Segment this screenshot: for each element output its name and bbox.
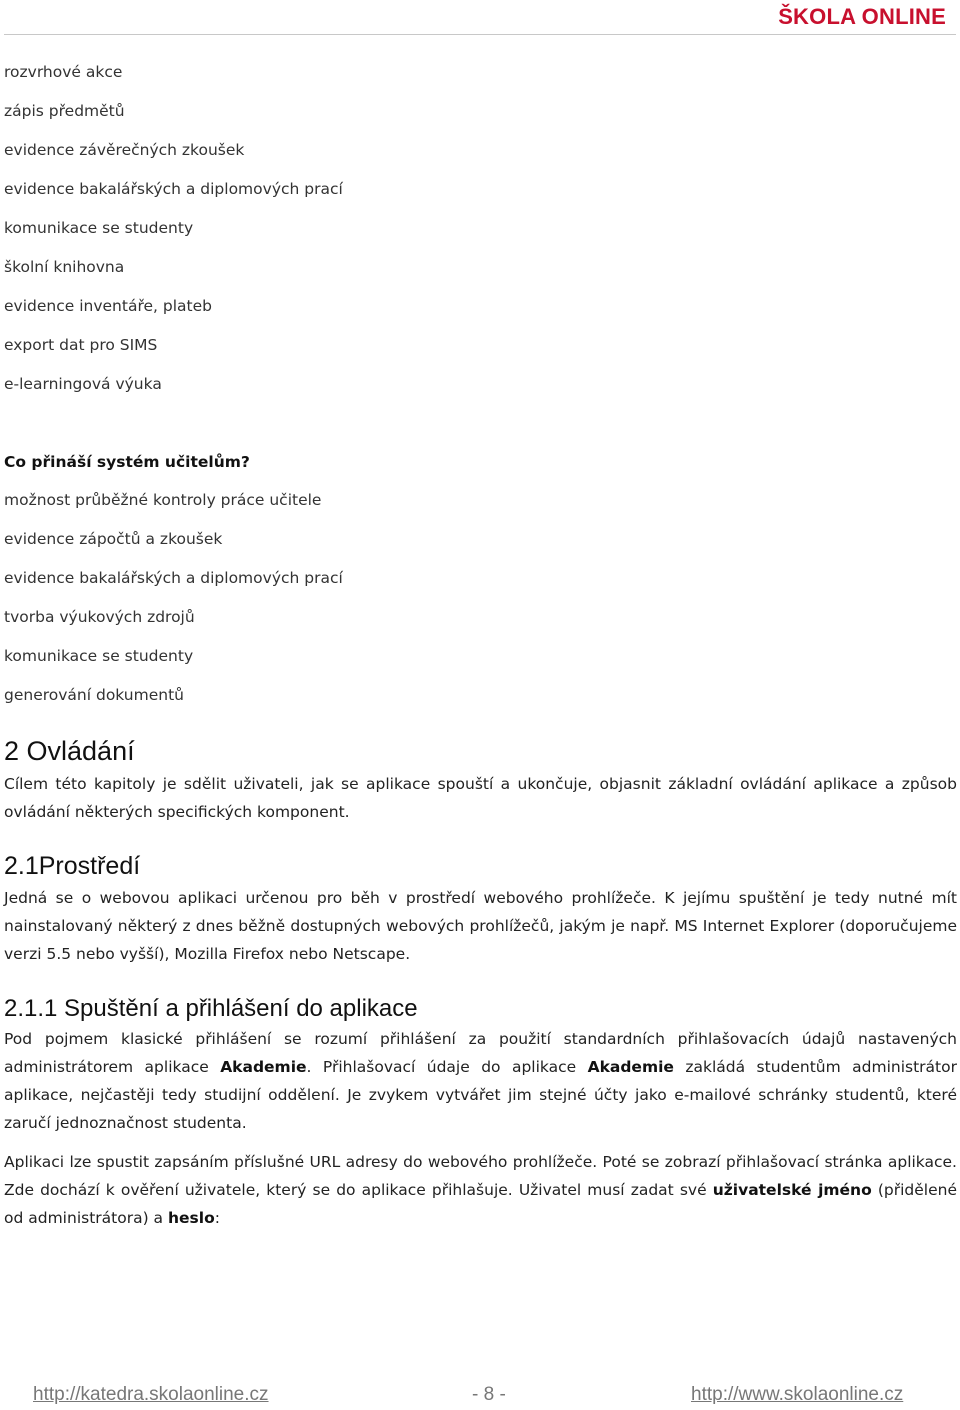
page-footer	[0, 1384, 960, 1410]
bold-term: uživatelské jméno	[712, 1181, 872, 1199]
text-run: zakládá studentům administrátor aplikace, nejčastěji tedy studijní oddělení. Je zvykem vytvářet jim stejné účty jako e-mailové schránky studentů, které zaručí jednoznačnost studenta.	[4, 1058, 957, 1132]
section-heading-prostredi: 2.1Prostředí	[4, 852, 141, 880]
footer-link-skolaonline[interactable]: http://www.skolaonline.cz	[691, 1384, 904, 1405]
login-paragraph-2	[4, 1148, 957, 1232]
teacher-features-list	[4, 489, 343, 723]
list-item: evidence zápočtů a zkoušek	[4, 530, 223, 548]
list-item: evidence inventáře, plateb	[4, 297, 212, 315]
page-number: - 8 -	[472, 1384, 506, 1405]
section-heading-spusteni: 2.1.1 Spuštění a přihlášení do aplikace	[4, 995, 418, 1022]
text-run: . Přihlašovací údaje do aplikace	[306, 1058, 588, 1076]
login-paragraph-1	[4, 1025, 957, 1137]
prostredi-paragraph: Jedná se o webovou aplikaci určenou pro běh v prostředí webového prohlížeče. K jejímu spuštění je tedy nutné mít nainstalovaný některý z dnes běžně dostupných webových prohlížečů, jakým je např. MS Internet Explorer (doporučujeme verzi 5.5 nebo vyšší), Mozilla Firefox nebo Netscape.	[4, 889, 957, 963]
list-item: export dat pro SIMS	[4, 336, 158, 354]
list-item: evidence bakalářských a diplomových prací	[4, 569, 343, 587]
list-item: evidence bakalářských a diplomových prací	[4, 180, 343, 198]
skola-online-logo: ŠKOLA ONLINE	[778, 4, 946, 29]
list-item: rozvrhové akce	[4, 63, 123, 81]
list-item: zápis předmětů	[4, 102, 125, 120]
student-features-list	[4, 61, 343, 412]
list-item: generování dokumentů	[4, 686, 184, 704]
header-divider	[4, 34, 956, 35]
list-item: možnost průběžné kontroly práce učitele	[4, 491, 322, 509]
bold-term: heslo	[167, 1209, 215, 1227]
list-item: komunikace se studenty	[4, 647, 194, 665]
list-item: komunikace se studenty	[4, 219, 194, 237]
section-intro-paragraph: Cílem této kapitoly je sdělit uživateli, jak se aplikace spouští a ukončuje, objasnit základní ovládání aplikace a způsob ovládání některých specifických komponent.	[4, 775, 957, 821]
text-run: (přidělené od administrátora) a	[4, 1181, 957, 1227]
teachers-subheading: Co přináší systém učitelům?	[4, 453, 250, 471]
list-item: školní knihovna	[4, 258, 125, 276]
footer-link-katedra[interactable]: http://katedra.skolaonline.cz	[33, 1384, 269, 1405]
bold-term: Akademie	[220, 1058, 307, 1076]
section-heading-ovladani: 2 Ovládání	[4, 736, 135, 766]
list-item: e-learningová výuka	[4, 375, 162, 393]
list-item: evidence závěrečných zkoušek	[4, 141, 245, 159]
text-run: :	[214, 1209, 220, 1227]
text-run: Aplikaci lze spustit zapsáním příslušné URL adresy do webového prohlížeče. Poté se zobrazí přihlašovací stránka aplikace. Zde dochází k ověření uživatele, který se do aplikace přihlašuje. Uživatel musí zadat své	[4, 1153, 957, 1199]
list-item: tvorba výukových zdrojů	[4, 608, 195, 626]
text-run: Pod pojmem klasické přihlášení se rozumí přihlášení za použití standardních přihlašovacích údajů nastavených administrátorem aplikace	[4, 1030, 957, 1076]
bold-term: Akademie	[587, 1058, 674, 1076]
